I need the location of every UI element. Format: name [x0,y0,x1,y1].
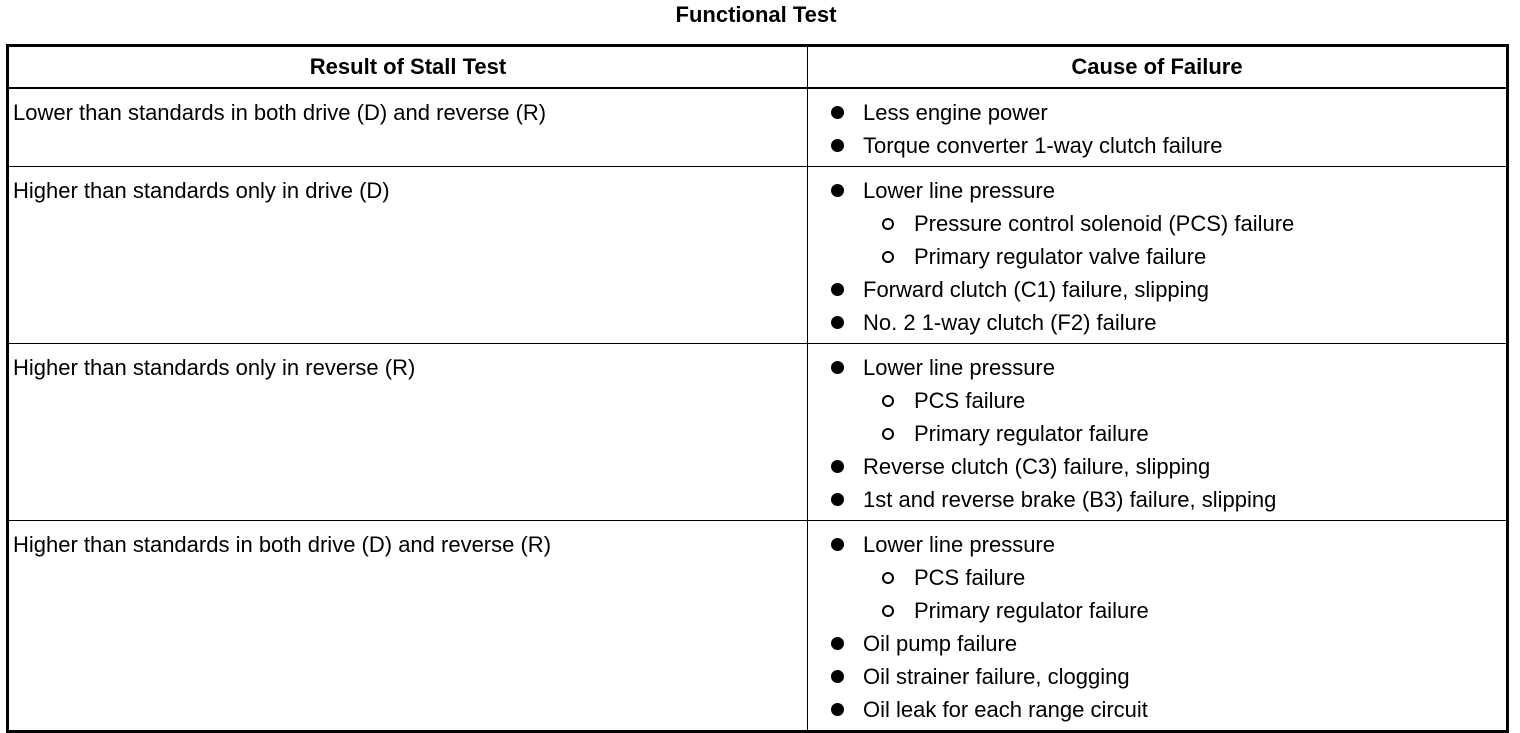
cause-cell [808,88,1508,167]
cause-cell [808,521,1508,732]
result-cell: Lower than standards in both drive (D) and reverse (R) [8,88,808,167]
filled-bullet-icon [831,538,844,551]
table-row [8,88,1508,167]
hollow-bullet-icon [882,395,894,407]
filled-bullet-icon [831,106,844,119]
cause-item [808,450,1506,483]
cause-item [808,483,1506,516]
table-header [8,46,1508,89]
cause-text: Oil leak for each range circuit [863,697,1148,722]
cause-text: Primary regulator valve failure [914,244,1207,269]
cause-text: Reverse clutch (C3) failure, slipping [863,454,1211,479]
cause-subitem [808,240,1506,273]
hollow-bullet-icon [882,251,894,263]
cause-subitem [808,594,1506,627]
cause-item [808,129,1506,162]
cause-item [808,627,1506,660]
cause-item [808,351,1506,384]
cause-text: Less engine power [863,100,1048,125]
cause-text: Torque converter 1-way clutch failure [863,133,1223,158]
hollow-bullet-icon [882,218,894,230]
result-cell: Higher than standards in both drive (D) and reverse (R) [8,521,808,732]
table-header-row [8,46,1508,89]
cause-text: PCS failure [914,565,1026,590]
filled-bullet-icon [831,139,844,152]
cause-text: No. 2 1-way clutch (F2) failure [863,310,1157,335]
table-row [8,167,1508,344]
cause-list [808,351,1506,516]
cause-item [808,273,1506,306]
cause-text: Oil pump failure [863,631,1018,656]
cause-text: Lower line pressure [863,532,1055,557]
cause-item [808,693,1506,726]
cause-item [808,306,1506,339]
table-row [8,344,1508,521]
cause-text: Pressure control solenoid (PCS) failure [914,211,1295,236]
filled-bullet-icon [831,361,844,374]
cause-text: 1st and reverse brake (B3) failure, slipping [863,487,1277,512]
filled-bullet-icon [831,460,844,473]
table-body [8,88,1508,732]
filled-bullet-icon [831,283,844,296]
cause-item [808,528,1506,561]
filled-bullet-icon [831,493,844,506]
page-title: Functional Test [675,2,837,27]
cause-cell [808,167,1508,344]
hollow-bullet-icon [882,428,894,440]
table-row [8,521,1508,732]
cause-text: Forward clutch (C1) failure, slipping [863,277,1210,302]
hollow-bullet-icon [882,572,894,584]
cause-cell [808,344,1508,521]
hollow-bullet-icon [882,605,894,617]
cause-subitem [808,384,1506,417]
cause-item [808,660,1506,693]
result-cell: Higher than standards only in reverse (R) [8,344,808,521]
filled-bullet-icon [831,703,844,716]
stall-test-table [6,44,1509,733]
cause-list [808,174,1506,339]
cause-text: Lower line pressure [863,178,1055,203]
cause-text: Oil strainer failure, clogging [863,664,1130,689]
filled-bullet-icon [831,637,844,650]
cause-subitem [808,561,1506,594]
cause-item [808,174,1506,207]
filled-bullet-icon [831,316,844,329]
cause-text: PCS failure [914,388,1026,413]
column-header-cause: Cause of Failure [808,46,1508,89]
filled-bullet-icon [831,670,844,683]
cause-subitem [808,417,1506,450]
cause-text: Primary regulator failure [914,421,1149,446]
cause-text: Lower line pressure [863,355,1055,380]
cause-list [808,528,1506,726]
cause-subitem [808,207,1506,240]
filled-bullet-icon [831,184,844,197]
result-cell: Higher than standards only in drive (D) [8,167,808,344]
cause-text: Primary regulator failure [914,598,1149,623]
cause-list [808,96,1506,162]
cause-item [808,96,1506,129]
column-header-result: Result of Stall Test [8,46,808,89]
